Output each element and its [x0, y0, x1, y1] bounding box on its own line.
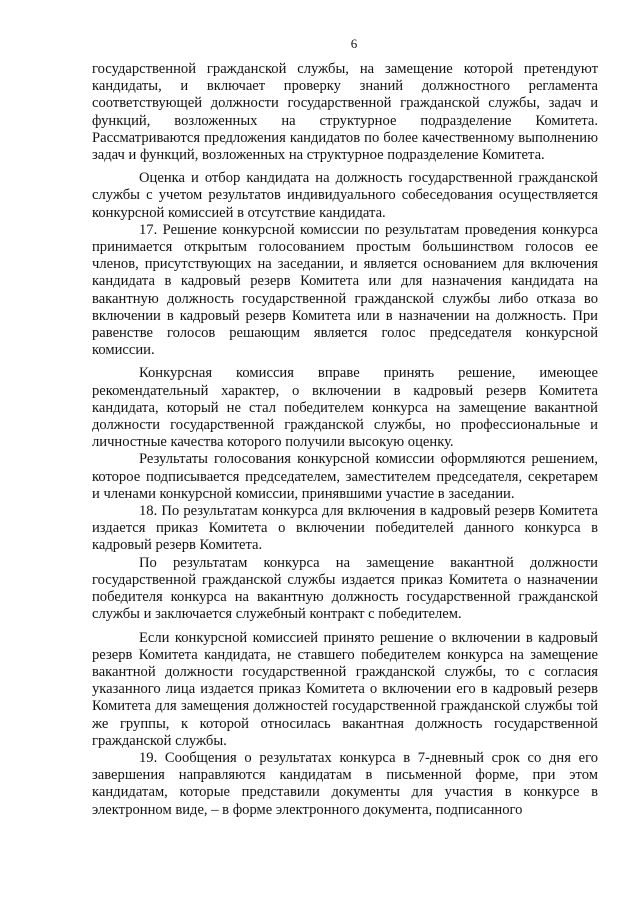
paragraph-reserve-inclusion: Если конкурсной комиссией принято решение о включении в кадровый резерв Комитета кандидата, не ставшего победителем конкурса на замещение вакантной должности государственной гражданской службы, то с согласия указанного лица издается приказ Комитета о включении его в кадровый резерв Комитета для замещения должностей государственной гражданской службы той же группы, к которой относилась вакантная должность государственной гражданской службы. [92, 629, 598, 749]
page-number: 6 [350, 36, 358, 51]
paragraph-18: 18. По результатам конкурса для включения в кадровый резерв Комитета издается приказ Комитета о включении победителей данного конкурса в кадровый резерв Комитета. [92, 503, 598, 554]
paragraph-19: 19. Сообщения о результатах конкурса в 7-дневный срок со дня его завершения направляются кандидатам в письменной форме, при этом кандидатам, которые представили документы для участия в конкурсе в электронном виде, – в форме электронного документа, подписанного [92, 749, 598, 818]
paragraph-17: 17. Решение конкурсной комиссии по результатам проведения конкурса принимается открытым голосованием простым большинством голосов ее членов, присутствующих на заседании, и является основанием для включения кандидата в кадровый резерв Комитета или для назначения кандидата на вакантную должность государственной гражданской службы либо отказа во включении в кадровый резерв Комитета или в назначении на должность. При равенстве голосов решающим является голос председателя конкурсной комиссии. [92, 221, 598, 359]
paragraph-assessment: Оценка и отбор кандидата на должность государственной гражданской службы с учетом результатов индивидуального собеседования осуществляется конкурсной комиссией в отсутствие кандидата. [92, 170, 598, 221]
paragraph-continuation: государственной гражданской службы, на замещение которой претендуют кандидаты, и включает проверку знаний должностного регламента соответствующей должности государственной гражданской службы, задач и функций, возложенных на структурное подразделение Комитета. Рассматриваются предложения кандидатов по более качественному выполнению задач и функций, возложенных на структурное подразделение Комитета. [92, 61, 598, 164]
paragraph-recommendation: Конкурсная комиссия вправе принять решение, имеющее рекомендательный характер, о включении в кадровый резерв Комитета кандидата, который не стал победителем конкурса на замещение вакантной должности государственной гражданской службы, но профессиональные и личностные качества которого получили высокую оценку. [92, 365, 598, 451]
paragraph-voting-results: Результаты голосования конкурсной комиссии оформляются решением, которое подписывается председателем, заместителем председателя, секретарем и членами конкурсной комиссии, принявшими участие в заседании. [92, 451, 598, 502]
paragraph-vacancy-order: По результатам конкурса на замещение вакантной должности государственной гражданской службы издается приказ Комитета о назначении победителя конкурса на вакантную должность государственной гражданской службы и заключается служебный контракт с победителем. [92, 554, 598, 623]
